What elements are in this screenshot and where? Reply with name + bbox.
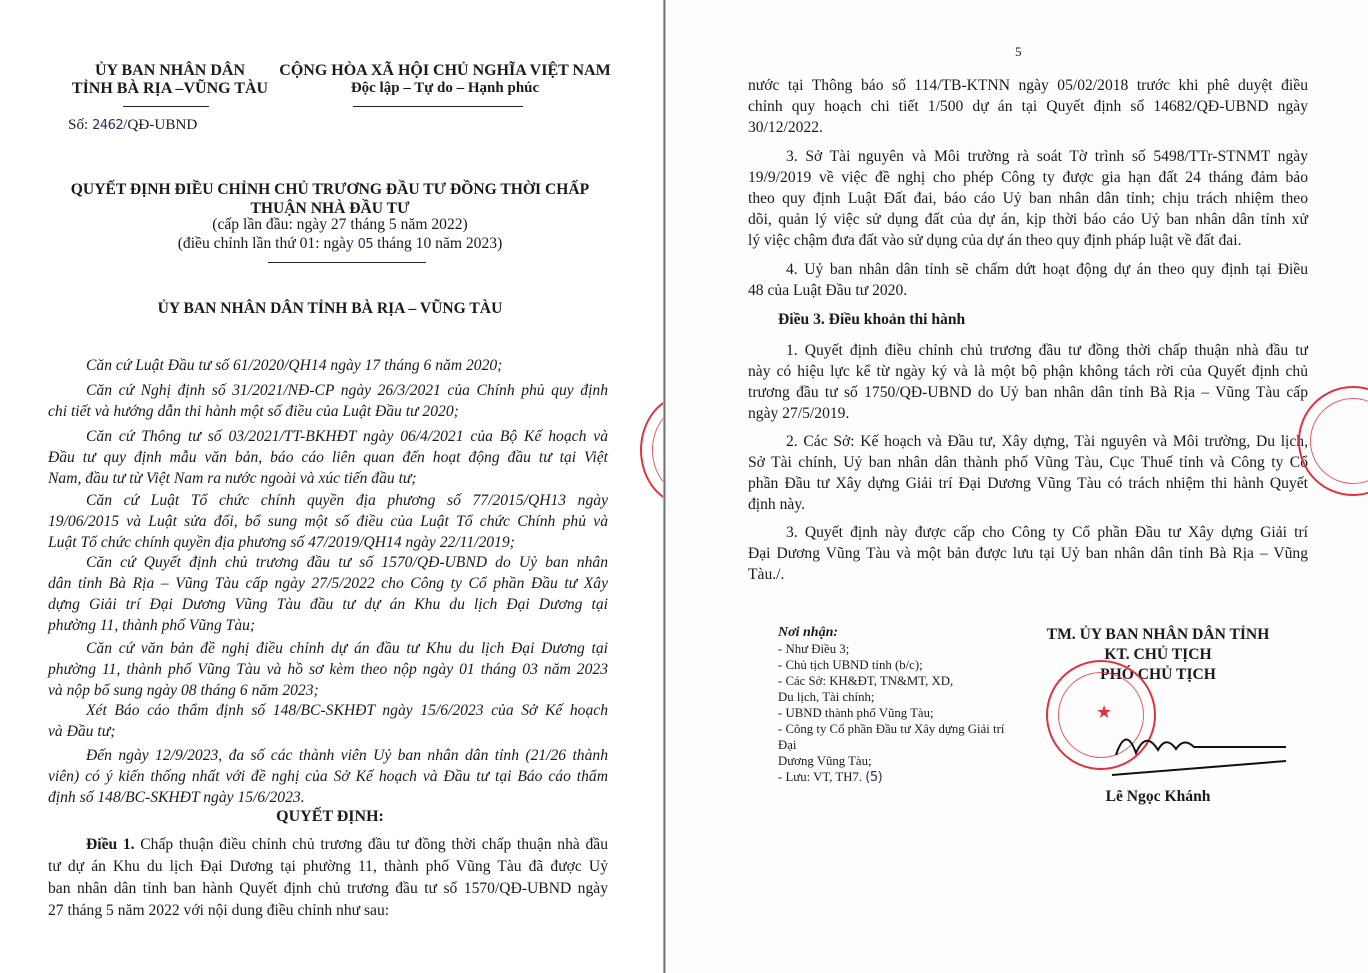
recipient-item: Dương Vũng Tàu; (778, 754, 872, 768)
recipient-item: - Công ty Cổ phần Đầu tư Xây dựng Giải trí Đại (778, 722, 1005, 752)
paragraph-line: 4. Uỷ ban nhân dân tỉnh sẽ chấm dứt hoạt động dự án theo quy định tại Điều (786, 261, 1308, 278)
basis-line: dân tỉnh Bà Rịa – Vũng Tàu cấp ngày 27/5/2022 cho Công ty Cổ phần Đầu tư Xây (48, 575, 608, 592)
paragraph-continued (748, 75, 1308, 138)
basis-line: Căn cứ Quyết định chủ trương đầu tư số 1570/QĐ-UBND do Uỷ ban nhân (86, 554, 608, 571)
signature-title-1: TM. ỦY BAN NHÂN DÂN TỈNH (1046, 626, 1270, 643)
issuer-heading: ỦY BAN NHÂN DÂN TỈNH BÀ RỊA – VŨNG TÀU (157, 300, 503, 317)
signer-name: Lê Ngọc Khánh (1105, 788, 1211, 805)
handwritten-note: (5) (865, 770, 883, 785)
basis-line: Căn cứ Thông tư số 03/2021/TT-BKHĐT ngày 06/4/2021 của Bộ Kế hoạch và (86, 428, 608, 445)
basis-line: Căn cứ văn bản đề nghị điều chỉnh dự án đầu tư Khu du lịch Đại Dương tại (86, 640, 608, 657)
legal-basis-2 (48, 380, 608, 422)
signature-title-2: KT. CHỦ TỊCH (1104, 646, 1212, 663)
agency-name (70, 62, 270, 98)
basis-line: 19/06/2015 và Luật sửa đổi, bổ sung một số điều của Luật Tổ chức Chính phủ và (48, 513, 608, 530)
signature-title-3: PHÓ CHỦ TỊCH (1100, 666, 1216, 683)
doc-number-handwritten: 2462 (92, 118, 124, 133)
paragraph-line: Đại Dương Vũng Tàu và một bản được lưu tại Uỷ ban nhân dân tỉnh Bà Rịa – Vũng (748, 545, 1308, 562)
handwritten-signature-icon (1106, 715, 1296, 785)
legal-basis-8 (48, 745, 608, 808)
article-3-clause-2 (748, 431, 1308, 515)
decision-heading: QUYẾT ĐỊNH: (276, 808, 384, 825)
amendment-prefix: (điều chỉnh lần thứ 01: ngày (177, 235, 354, 252)
basis-line: Xét Báo cáo thẩm định số 148/BC-SKHĐT ngày 15/6/2023 của Sở Kế hoạch (86, 702, 608, 719)
article-1-label: Điều 1. (86, 836, 135, 853)
basis-line: phường 11, thành phố Vũng Tàu; (48, 617, 256, 634)
recipient-item: Du lịch, Tài chính; (778, 690, 875, 704)
title-line-2: THUẬN NHÀ ĐẦU TƯ (250, 200, 410, 217)
paragraph-line: ngày 27/5/2019. (748, 405, 850, 422)
paragraph-line: 48 của Luật Đầu tư 2020. (748, 282, 908, 299)
legal-basis-6 (48, 638, 608, 701)
motto-underline (353, 106, 523, 107)
basis-line: Căn cứ Luật Đầu tư số 61/2020/QH14 ngày 17 tháng 6 năm 2020; (86, 357, 503, 374)
article-3-clause-3 (748, 522, 1308, 585)
legal-basis-7 (48, 700, 608, 742)
page-number: 5 (1015, 44, 1022, 59)
amendment-date (40, 234, 640, 254)
basis-line: và nộp bổ sung ngày 08 tháng 6 năm 2023; (48, 682, 319, 699)
basis-line: viên) có ý kiến thống nhất với đề nghị của Sở Kế hoạch và Đầu tư tại Báo cáo thẩm (48, 768, 608, 785)
basis-line: Luật Tổ chức chính quyền địa phương số 47/2019/QH14 ngày 22/11/2019; (48, 534, 515, 551)
agency-line-1: ỦY BAN NHÂN DÂN (94, 62, 246, 79)
paragraph-line: 1. Quyết định điều chỉnh chủ trương đầu tư đồng thời chấp thuận nhà đầu tư (786, 342, 1308, 359)
paragraph-line: nước tại Thông báo số 114/TB-KTNN ngày 05/02/2018 trước khi phê duyệt điều (748, 77, 1308, 94)
paragraph-line: 19/9/2019 về việc đề nghị cho phép Công ty được gia hạn đất 24 tháng đảm bảo (748, 169, 1308, 186)
recipients-heading: Nơi nhận: (778, 625, 839, 640)
paragraph-line: phần Đầu tư Xây dựng Giải trí Đại Dương Vũng Tàu có trách nhiệm thi hành Quyết (748, 475, 1308, 492)
article-line: ban nhân dân tỉnh ban hành Quyết định chủ trương đầu tư số 1570/QĐ-UBND ngày (48, 880, 608, 897)
seal-stamp-partial-right (1298, 386, 1368, 496)
paragraph-line: định này. (748, 496, 806, 513)
document-page-right (666, 0, 1368, 973)
agency-underline (123, 106, 209, 107)
agency-line-2: TỈNH BÀ RỊA –VŨNG TÀU (71, 80, 269, 97)
clause-3-land (748, 146, 1308, 251)
legal-basis-1 (48, 355, 608, 376)
seal-star-icon: ★ (1096, 702, 1113, 723)
article-line: tư dự án Khu du lịch Đại Dương tại phường 11, thành phố Vũng Tàu đã được Uỷ (48, 858, 608, 875)
article-line: Chấp thuận điều chỉnh chủ trương đầu tư đồng thời chấp thuận nhà đầu (140, 836, 608, 853)
paragraph-line: 3. Quyết định này được cấp cho Công ty Cổ phần Đầu tư Xây dựng Giải trí (786, 524, 1308, 541)
recipient-item: - Lưu: VT, TH7. (778, 770, 863, 784)
recipients-list (778, 625, 1008, 786)
recipient-item: - Các Sở: KH&ĐT, TN&MT, XD, (778, 674, 954, 688)
basis-line: chi tiết và hướng dẫn thi hành một số điều của Luật Đầu tư 2020; (48, 403, 459, 420)
recipient-item: - Như Điều 3; (778, 642, 850, 656)
first-issue-date: (cấp lần đầu: ngày 27 tháng 5 năm 2022) (212, 216, 468, 233)
paragraph-line: 30/12/2022. (748, 119, 823, 136)
basis-line: Đầu tư quy định mẫu văn bản, báo cáo liên quan đến hoạt động đầu tư tại Việt (48, 449, 608, 466)
basis-line: Căn cứ Luật Tổ chức chính quyền địa phương số 77/2015/QH13 ngày (86, 492, 608, 509)
doc-number-prefix: Số: (68, 116, 89, 133)
basis-line: Nam, đầu tư từ Việt Nam ra nước ngoài và xúc tiến đầu tư; (48, 470, 417, 487)
clause-4-termination (748, 259, 1308, 301)
document-number (68, 116, 197, 134)
basis-line: dựng Giải trí Đại Dương Vũng Tàu đầu tư dự án Khu du lịch Đại Dương tại (48, 596, 608, 613)
recipient-item: - Chủ tịch UBND tỉnh (b/c); (778, 658, 923, 672)
article-3-heading: Điều 3. Điều khoản thi hành (778, 311, 966, 328)
paragraph-line: 2. Các Sở: Kế hoạch và Đầu tư, Xây dựng, Tài nguyên và Môi trường, Du lịch, (786, 433, 1308, 450)
paragraph-line: lý việc chậm đưa đất vào sử dụng của dự án theo quy định pháp luật về đất đai. (748, 232, 1242, 249)
seal-stamp-partial (640, 395, 663, 505)
basis-line: Đến ngày 12/9/2023, đa số các thành viên Uỷ ban nhân dân tỉnh (21/26 thành (86, 747, 608, 764)
doc-number-suffix: /QĐ-UBND (123, 116, 198, 133)
document-dates (40, 215, 640, 254)
amendment-day-handwritten: 05 (357, 237, 374, 252)
paragraph-line: Tàu./. (748, 566, 785, 583)
basis-line: định số 148/BC-SKHĐT ngày 15/6/2023. (48, 789, 305, 806)
nation-line-1: CỘNG HÒA XÃ HỘI CHỦ NGHĨA VIỆT NAM (279, 62, 611, 79)
recipient-item: - UBND thành phố Vũng Tàu; (778, 706, 934, 720)
paragraph-line: theo quy định Luật Đất đai, báo cáo Uỷ ban nhân dân tỉnh; chịu trách nhiệm theo (748, 190, 1308, 207)
document-page-left (0, 0, 663, 973)
paragraph-line: trương đầu tư số 1750/QĐ-UBND do Uỷ ban nhân dân tỉnh Bà Rịa – Vũng Tàu cấp (748, 384, 1308, 401)
paragraph-line: này có hiệu lực kể từ ngày ký và là một bộ phận không tách rời của Quyết định chủ (748, 363, 1308, 380)
legal-basis-5 (48, 552, 608, 636)
title-underline (268, 262, 426, 263)
title-line-1: QUYẾT ĐỊNH ĐIỀU CHỈNH CHỦ TRƯƠNG ĐẦU TƯ ĐỒNG THỜI CHẤP (70, 181, 590, 198)
national-motto (270, 62, 620, 97)
paragraph-line: dõi, quản lý việc sử dụng đất của dự án, kịp thời báo cáo Uỷ ban nhân dân tỉnh xử (748, 211, 1308, 228)
article-3-clause-1 (748, 340, 1308, 424)
amendment-suffix: tháng 10 năm 2023) (377, 235, 503, 252)
paragraph-line: 3. Sở Tài nguyên và Môi trường rà soát Tờ trình số 5498/TTr-STNMT ngày (786, 148, 1308, 165)
paragraph-line: Sở Tài chính, Uỷ ban nhân dân thành phố Vũng Tàu, Cục Thuế tỉnh và Công ty Cổ (748, 454, 1308, 471)
nation-line-2: Độc lập – Tự do – Hạnh phúc (350, 80, 540, 96)
basis-line: và Đầu tư; (48, 723, 116, 740)
legal-basis-4 (48, 490, 608, 553)
article-line: 27 tháng 5 năm 2022 với nội dung điều chỉnh như sau: (48, 902, 390, 919)
document-title (30, 180, 630, 218)
basis-line: phường 11, thành phố Vũng Tàu và hồ sơ kèm theo nộp ngày 01 tháng 03 năm 2023 (48, 661, 608, 678)
paragraph-line: chỉnh quy hoạch chi tiết 1/500 dự án tại Quyết định số 14682/QĐ-UBND ngày (748, 98, 1308, 115)
legal-basis-3 (48, 426, 608, 489)
basis-line: Căn cứ Nghị định số 31/2021/NĐ-CP ngày 26/3/2021 của Chính phủ quy định (86, 382, 608, 399)
article-1 (48, 834, 608, 922)
